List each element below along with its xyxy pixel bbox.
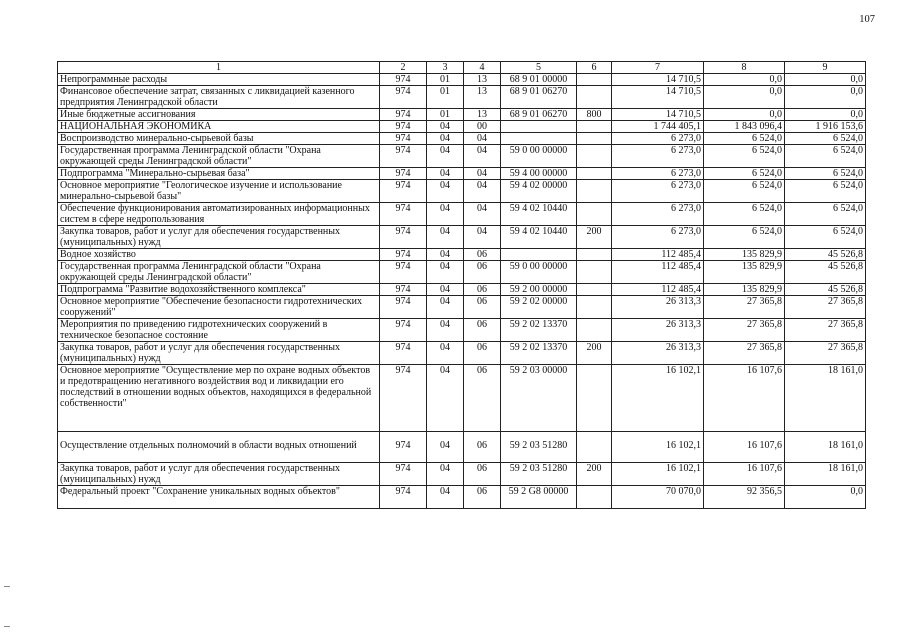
cell-section: 04 (427, 145, 464, 168)
column-header-5: 5 (501, 62, 577, 74)
cell-admin-code: 974 (380, 226, 427, 249)
cell-amount-col9: 6 524,0 (785, 168, 866, 180)
cell-section: 04 (427, 365, 464, 432)
table-row (58, 319, 866, 342)
cell-amount-col7: 26 313,3 (612, 296, 704, 319)
column-header-9: 9 (785, 62, 866, 74)
column-header-3: 3 (427, 62, 464, 74)
cell-amount-col8: 6 524,0 (704, 203, 785, 226)
row-name: Основное мероприятие "Осуществление мер по охране водных объектов и предотвращению негативного воздействия вод и ликвидации его последствий в отношении водных объектов, находящихся в федеральной собственности" (58, 365, 380, 432)
cell-section: 04 (427, 342, 464, 365)
cell-admin-code: 974 (380, 463, 427, 486)
cell-section: 01 (427, 109, 464, 121)
cell-amount-col8: 0,0 (704, 109, 785, 121)
header-row (58, 62, 866, 74)
cell-amount-col7: 26 313,3 (612, 319, 704, 342)
cell-subsection: 13 (464, 109, 501, 121)
cell-amount-col8: 27 365,8 (704, 342, 785, 365)
cell-amount-col9: 45 526,8 (785, 284, 866, 296)
table-row (58, 284, 866, 296)
cell-amount-col9: 18 161,0 (785, 365, 866, 432)
cell-expense-type (577, 261, 612, 284)
cell-admin-code: 974 (380, 432, 427, 463)
row-name: Мероприятия по приведению гидротехнических сооружений в техническое безопасное состояние (58, 319, 380, 342)
row-name: Иные бюджетные ассигнования (58, 109, 380, 121)
cell-admin-code: 974 (380, 284, 427, 296)
cell-section: 04 (427, 249, 464, 261)
cell-admin-code: 974 (380, 365, 427, 432)
cell-expense-type (577, 432, 612, 463)
table-row (58, 145, 866, 168)
cell-subsection: 04 (464, 180, 501, 203)
cell-amount-col9: 6 524,0 (785, 145, 866, 168)
cell-amount-col7: 6 273,0 (612, 226, 704, 249)
cell-amount-col7: 14 710,5 (612, 109, 704, 121)
row-name: Основное мероприятие "Обеспечение безопасности гидротехнических сооружений" (58, 296, 380, 319)
cell-subsection: 06 (464, 296, 501, 319)
cell-target-article: 59 4 00 00000 (501, 168, 577, 180)
cell-amount-col7: 112 485,4 (612, 284, 704, 296)
cell-amount-col9: 0,0 (785, 109, 866, 121)
table-row (58, 74, 866, 86)
cell-expense-type (577, 486, 612, 509)
cell-target-article: 68 9 01 06270 (501, 86, 577, 109)
table-row (58, 133, 866, 145)
cell-admin-code: 974 (380, 145, 427, 168)
cell-amount-col8: 27 365,8 (704, 296, 785, 319)
cell-subsection: 13 (464, 74, 501, 86)
cell-amount-col9: 0,0 (785, 86, 866, 109)
cell-amount-col7: 16 102,1 (612, 463, 704, 486)
cell-target-article: 59 2 02 00000 (501, 296, 577, 319)
cell-expense-type (577, 168, 612, 180)
table-row (58, 86, 866, 109)
cell-expense-type: 200 (577, 226, 612, 249)
cell-admin-code: 974 (380, 319, 427, 342)
row-name: Подпрограмма "Развитие водохозяйственного комплекса" (58, 284, 380, 296)
cell-amount-col8: 1 843 096,4 (704, 121, 785, 133)
cell-amount-col9: 18 161,0 (785, 463, 866, 486)
cell-amount-col7: 1 744 405,1 (612, 121, 704, 133)
cell-section: 04 (427, 296, 464, 319)
cell-subsection: 06 (464, 319, 501, 342)
cell-admin-code: 974 (380, 486, 427, 509)
cell-expense-type (577, 180, 612, 203)
cell-admin-code: 974 (380, 296, 427, 319)
cell-subsection: 06 (464, 342, 501, 365)
table-row (58, 486, 866, 509)
cell-amount-col7: 112 485,4 (612, 261, 704, 284)
cell-target-article: 59 4 02 10440 (501, 203, 577, 226)
cell-amount-col7: 6 273,0 (612, 133, 704, 145)
cell-section: 04 (427, 261, 464, 284)
cell-subsection: 06 (464, 365, 501, 432)
cell-amount-col7: 16 102,1 (612, 432, 704, 463)
cell-section: 04 (427, 432, 464, 463)
column-header-1: 1 (58, 62, 380, 74)
cell-amount-col8: 92 356,5 (704, 486, 785, 509)
margin-mark (4, 626, 10, 627)
cell-amount-col7: 16 102,1 (612, 365, 704, 432)
cell-admin-code: 974 (380, 74, 427, 86)
cell-subsection: 04 (464, 133, 501, 145)
cell-amount-col7: 6 273,0 (612, 203, 704, 226)
cell-target-article (501, 133, 577, 145)
cell-amount-col8: 16 107,6 (704, 365, 785, 432)
cell-admin-code: 974 (380, 133, 427, 145)
cell-subsection: 00 (464, 121, 501, 133)
cell-expense-type: 200 (577, 342, 612, 365)
cell-target-article: 59 2 03 51280 (501, 463, 577, 486)
table-row (58, 463, 866, 486)
cell-expense-type (577, 133, 612, 145)
cell-amount-col7: 6 273,0 (612, 145, 704, 168)
row-name: Водное хозяйство (58, 249, 380, 261)
row-name: Основное мероприятие "Геологическое изучение и использование минерально-сырьевой базы" (58, 180, 380, 203)
cell-subsection: 04 (464, 145, 501, 168)
cell-admin-code: 974 (380, 180, 427, 203)
row-name: Обеспечение функционирования автоматизированных информационных систем в сфере недропользования (58, 203, 380, 226)
cell-section: 04 (427, 133, 464, 145)
cell-amount-col7: 70 070,0 (612, 486, 704, 509)
cell-target-article: 59 0 00 00000 (501, 261, 577, 284)
row-name: Осуществление отдельных полномочий в области водных отношений (58, 432, 380, 463)
cell-amount-col9: 6 524,0 (785, 180, 866, 203)
cell-target-article: 59 4 02 10440 (501, 226, 577, 249)
cell-target-article: 59 2 03 00000 (501, 365, 577, 432)
table-row (58, 432, 866, 463)
row-name: Федеральный проект "Сохранение уникальных водных объектов" (58, 486, 380, 509)
cell-expense-type (577, 296, 612, 319)
cell-admin-code: 974 (380, 168, 427, 180)
row-name: Финансовое обеспечение затрат, связанных с ликвидацией казенного предприятия Ленинградской области (58, 86, 380, 109)
cell-expense-type (577, 249, 612, 261)
row-name: Закупка товаров, работ и услуг для обеспечения государственных (муниципальных) нужд (58, 226, 380, 249)
cell-section: 04 (427, 203, 464, 226)
cell-amount-col9: 27 365,8 (785, 296, 866, 319)
row-name: Непрограммные расходы (58, 74, 380, 86)
table-row (58, 296, 866, 319)
table-row (58, 180, 866, 203)
cell-amount-col7: 6 273,0 (612, 180, 704, 203)
cell-amount-col8: 16 107,6 (704, 463, 785, 486)
cell-amount-col8: 135 829,9 (704, 284, 785, 296)
cell-amount-col8: 6 524,0 (704, 168, 785, 180)
cell-admin-code: 974 (380, 121, 427, 133)
cell-section: 04 (427, 226, 464, 249)
cell-amount-col7: 14 710,5 (612, 74, 704, 86)
cell-subsection: 04 (464, 226, 501, 249)
cell-amount-col8: 135 829,9 (704, 261, 785, 284)
cell-target-article: 59 2 03 51280 (501, 432, 577, 463)
cell-amount-col9: 6 524,0 (785, 133, 866, 145)
table-row (58, 226, 866, 249)
cell-amount-col8: 6 524,0 (704, 180, 785, 203)
cell-admin-code: 974 (380, 249, 427, 261)
cell-amount-col8: 0,0 (704, 74, 785, 86)
cell-amount-col9: 45 526,8 (785, 249, 866, 261)
cell-target-article: 59 4 02 00000 (501, 180, 577, 203)
cell-amount-col7: 112 485,4 (612, 249, 704, 261)
row-name: Закупка товаров, работ и услуг для обеспечения государственных (муниципальных) нужд (58, 463, 380, 486)
cell-section: 04 (427, 319, 464, 342)
cell-section: 01 (427, 86, 464, 109)
column-header-6: 6 (577, 62, 612, 74)
table-row (58, 365, 866, 432)
cell-admin-code: 974 (380, 109, 427, 121)
cell-amount-col7: 14 710,5 (612, 86, 704, 109)
table-row (58, 109, 866, 121)
cell-expense-type (577, 145, 612, 168)
cell-subsection: 04 (464, 203, 501, 226)
row-name: Государственная программа Ленинградской области "Охрана окружающей среды Ленинградской области" (58, 261, 380, 284)
cell-expense-type (577, 284, 612, 296)
cell-subsection: 06 (464, 261, 501, 284)
cell-expense-type (577, 319, 612, 342)
row-name: Государственная программа Ленинградской области "Охрана окружающей среды Ленинградской области" (58, 145, 380, 168)
table-row (58, 261, 866, 284)
cell-amount-col9: 0,0 (785, 74, 866, 86)
cell-subsection: 13 (464, 86, 501, 109)
row-name: Воспроизводство минерально-сырьевой базы (58, 133, 380, 145)
cell-section: 01 (427, 74, 464, 86)
cell-amount-col7: 6 273,0 (612, 168, 704, 180)
cell-amount-col8: 27 365,8 (704, 319, 785, 342)
cell-amount-col8: 0,0 (704, 86, 785, 109)
cell-target-article: 59 2 G8 00000 (501, 486, 577, 509)
cell-amount-col7: 26 313,3 (612, 342, 704, 365)
row-name: Закупка товаров, работ и услуг для обеспечения государственных (муниципальных) нужд (58, 342, 380, 365)
cell-expense-type: 200 (577, 463, 612, 486)
cell-target-article: 59 2 02 13370 (501, 319, 577, 342)
cell-amount-col9: 0,0 (785, 486, 866, 509)
cell-section: 04 (427, 180, 464, 203)
cell-expense-type (577, 365, 612, 432)
cell-admin-code: 974 (380, 203, 427, 226)
table-row (58, 168, 866, 180)
cell-subsection: 04 (464, 168, 501, 180)
column-header-2: 2 (380, 62, 427, 74)
table-body (58, 74, 866, 509)
cell-admin-code: 974 (380, 342, 427, 365)
cell-amount-col9: 18 161,0 (785, 432, 866, 463)
cell-amount-col8: 6 524,0 (704, 133, 785, 145)
cell-target-article: 59 2 00 00000 (501, 284, 577, 296)
cell-target-article (501, 121, 577, 133)
cell-amount-col9: 27 365,8 (785, 342, 866, 365)
cell-target-article: 68 9 01 00000 (501, 74, 577, 86)
cell-section: 04 (427, 168, 464, 180)
table-row (58, 342, 866, 365)
cell-section: 04 (427, 486, 464, 509)
cell-expense-type (577, 121, 612, 133)
cell-amount-col8: 16 107,6 (704, 432, 785, 463)
table-row (58, 249, 866, 261)
cell-subsection: 06 (464, 486, 501, 509)
margin-mark (4, 586, 10, 587)
cell-amount-col8: 6 524,0 (704, 226, 785, 249)
budget-table (57, 61, 866, 509)
cell-subsection: 06 (464, 249, 501, 261)
column-header-8: 8 (704, 62, 785, 74)
cell-expense-type (577, 74, 612, 86)
cell-section: 04 (427, 121, 464, 133)
column-header-7: 7 (612, 62, 704, 74)
cell-amount-col9: 45 526,8 (785, 261, 866, 284)
table-row (58, 121, 866, 133)
row-name: НАЦИОНАЛЬНАЯ ЭКОНОМИКА (58, 121, 380, 133)
cell-target-article: 59 2 02 13370 (501, 342, 577, 365)
column-header-4: 4 (464, 62, 501, 74)
cell-admin-code: 974 (380, 86, 427, 109)
cell-subsection: 06 (464, 463, 501, 486)
table-row (58, 203, 866, 226)
cell-target-article (501, 249, 577, 261)
cell-expense-type (577, 86, 612, 109)
page-number: 107 (859, 14, 875, 25)
cell-section: 04 (427, 463, 464, 486)
cell-admin-code: 974 (380, 261, 427, 284)
cell-expense-type: 800 (577, 109, 612, 121)
cell-amount-col9: 6 524,0 (785, 226, 866, 249)
cell-expense-type (577, 203, 612, 226)
cell-section: 04 (427, 284, 464, 296)
cell-subsection: 06 (464, 432, 501, 463)
row-name: Подпрограмма "Минерально-сырьевая база" (58, 168, 380, 180)
cell-amount-col9: 6 524,0 (785, 203, 866, 226)
cell-amount-col9: 1 916 153,6 (785, 121, 866, 133)
cell-target-article: 68 9 01 06270 (501, 109, 577, 121)
cell-amount-col8: 135 829,9 (704, 249, 785, 261)
cell-target-article: 59 0 00 00000 (501, 145, 577, 168)
cell-amount-col8: 6 524,0 (704, 145, 785, 168)
cell-amount-col9: 27 365,8 (785, 319, 866, 342)
cell-subsection: 06 (464, 284, 501, 296)
